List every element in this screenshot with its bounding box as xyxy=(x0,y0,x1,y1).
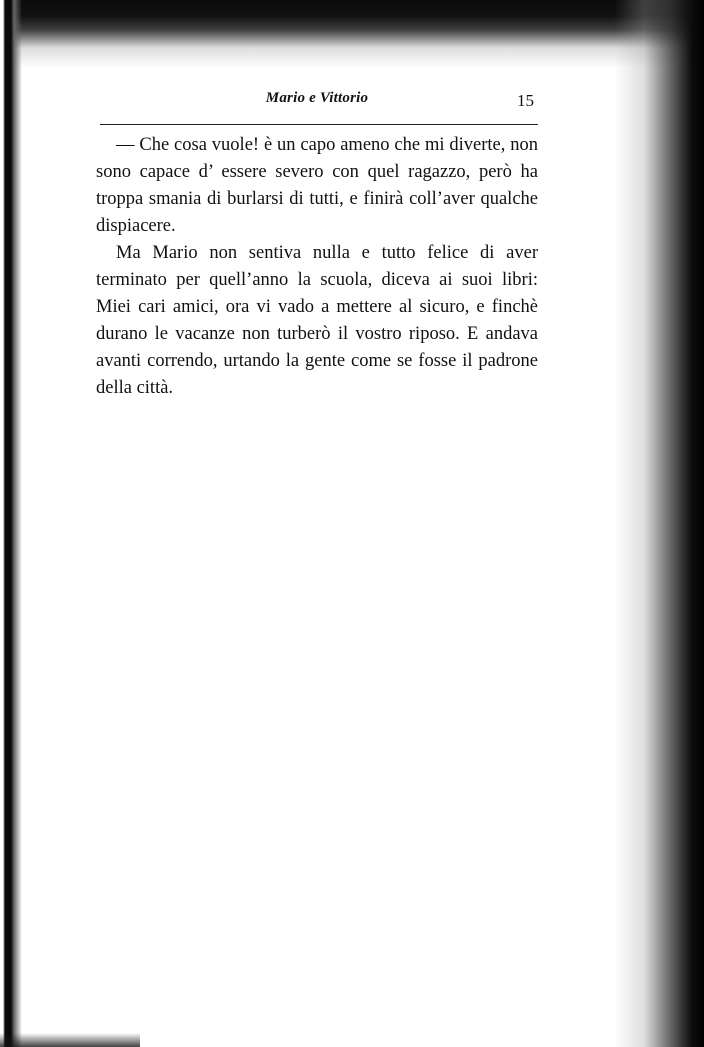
book-page xyxy=(96,88,538,398)
scan-shadow-top xyxy=(0,0,704,70)
running-title: Mario e Vittorio xyxy=(265,90,369,106)
scan-shadow-bottom xyxy=(0,1033,140,1047)
page-number: 15 xyxy=(517,91,534,110)
scan-binding-edge xyxy=(0,0,22,1047)
paragraph: — Che cosa vuole! è un capo ameno che mi diverte, non sono capace d’ essere severo con quel ragazzo, però ha troppa smania di burlarsi di tutti, e finirà coll’aver qualche dispiacere. xyxy=(96,135,538,236)
page-header xyxy=(96,88,538,118)
scan-shadow-right xyxy=(614,0,704,1047)
body-text xyxy=(96,132,538,402)
header-rule xyxy=(100,124,538,125)
paragraph: Ma Mario non sentiva nulla e tutto felice di aver terminato per quell’anno la scuola, diceva ai suoi libri: Miei cari amici, ora vi vado a mettere al sicuro, e finchè durano le vacanze non turberò il vostro riposo. E andava avanti correndo, urtando la gente come se fosse il padrone della città. xyxy=(96,243,538,398)
